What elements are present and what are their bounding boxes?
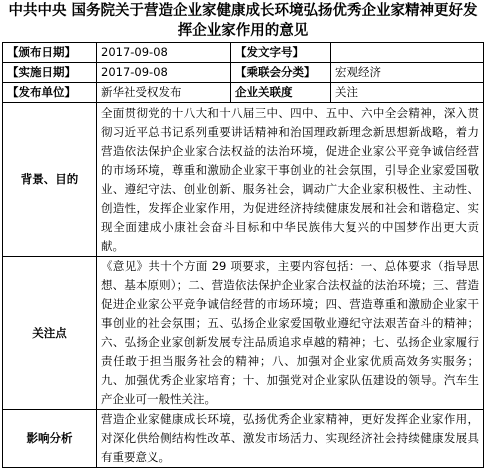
effective-date-label: 【实施日期】 xyxy=(3,63,97,83)
focus-row xyxy=(3,257,484,410)
effective-date-value: 2017-09-08 xyxy=(97,63,231,83)
category-label: 【乘联会分类】 xyxy=(231,63,331,83)
issue-date-label: 【颁布日期】 xyxy=(3,43,97,63)
issuer-row xyxy=(3,83,484,103)
doc-no-value xyxy=(331,43,484,63)
impact-label: 影响分析 xyxy=(3,410,97,468)
effective-date-row xyxy=(3,63,484,83)
issue-date-row xyxy=(3,43,484,63)
background-row xyxy=(3,103,484,257)
relevance-value: 关注 xyxy=(331,83,484,103)
background-text: 全面贯彻党的十八大和十八届三中、四中、五中、六中全会精神，深入贯彻习近平总书记系列重要讲话精神和治国理政新理念新思想新战略，着力营造依法保护企业家合法权益的法治环境，促进企业家公平竞争诚信经营的市场环境，尊重和激励企业家干事创业的社会氛围，引导企业家爱国敬业、遵纪守法、创业创新、服务社会，调动广大企业家积极性、主动性、创造性，发挥企业家作用，为促进经济持续健康发展和社会和谐稳定、实现全面建成小康社会奋斗目标和中华民族伟大复兴的中国梦作出更大贡献。 xyxy=(97,103,484,257)
impact-text: 营造企业家健康成长环境，弘扬优秀企业家精神，更好发挥企业家作用，对深化供给侧结构性改革、激发市场活力、实现经济社会持续健康发展具有重要意义。 xyxy=(97,410,484,468)
focus-text: 《意见》共十个方面 29 项要求，主要内容包括：一、总体要求（指导思想、基本原则）；二、营造依法保护企业家合法权益的法治环境；三、营造促进企业家公平竞争诚信经营的市场环境；四、营造尊重和激励企业家干事创业的社会氛围；五、弘扬企业家爱国敬业遵纪守法艰苦奋斗的精神；六、弘扬企业家创新发展专注品质追求卓越的精神；七、弘扬企业家履行责任敢于担当服务社会的精神；八、加强对企业家优质高效务实服务；九、加强优秀企业家培育；十、加强党对企业家队伍建设的领导。汽车生产企业可一般性关注。 xyxy=(97,257,484,410)
focus-label: 关注点 xyxy=(3,257,97,410)
issuer-label: 【发布单位】 xyxy=(3,83,97,103)
relevance-label: 企业关联度 xyxy=(231,83,331,103)
document-title: 中共中央 国务院关于营造企业家健康成长环境弘扬优秀企业家精神更好发挥企业家作用的意见 xyxy=(8,3,478,39)
policy-info-table xyxy=(2,42,484,468)
background-label: 背景、目的 xyxy=(3,103,97,257)
impact-row xyxy=(3,410,484,468)
doc-no-label: 【发文字号】 xyxy=(231,43,331,63)
issuer-value: 新华社受权发布 xyxy=(97,83,231,103)
issue-date-value: 2017-09-08 xyxy=(97,43,231,63)
category-value: 宏观经济 xyxy=(331,63,484,83)
